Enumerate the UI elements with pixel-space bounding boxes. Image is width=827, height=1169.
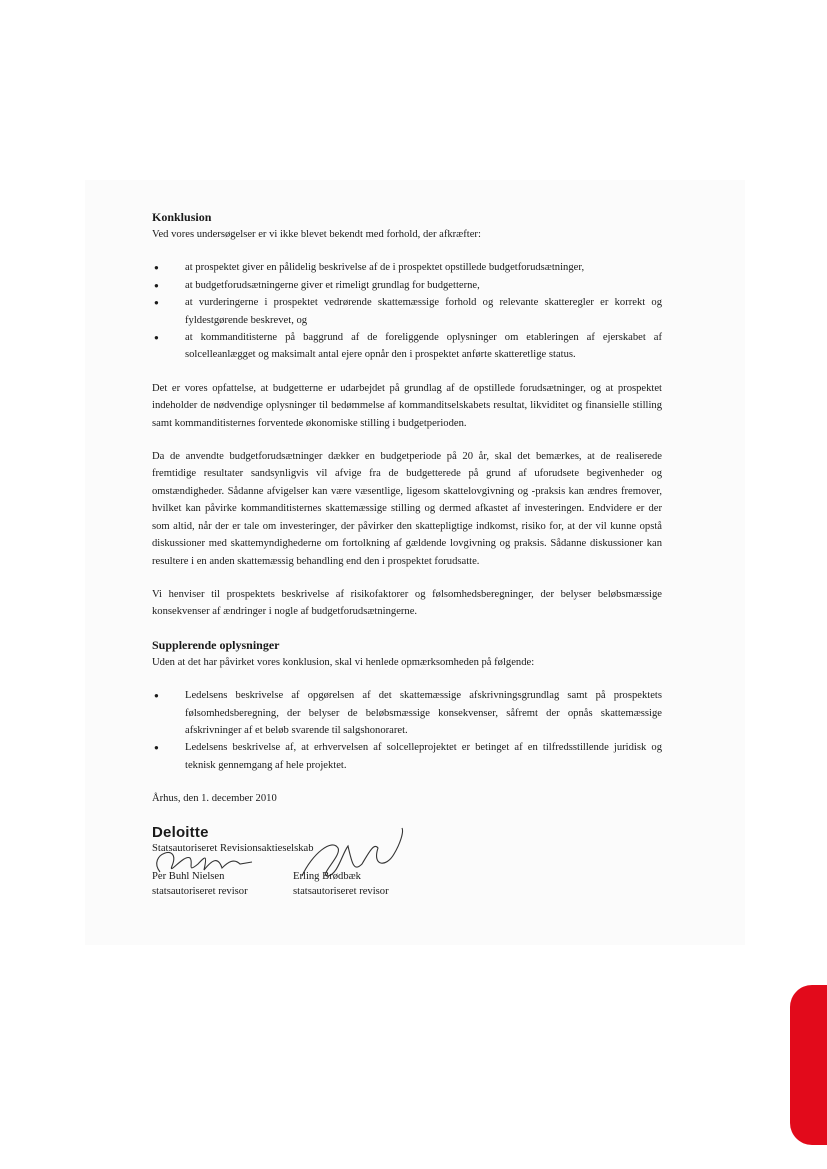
signer-per-buhl-nielsen (152, 869, 248, 899)
bullet-icon: ● (154, 263, 159, 273)
supplementary-intro: Uden at det har påvirket vores konklusion, skal vi henlede opmærksomheden på følgende: (152, 656, 535, 668)
list-item: ● at budgetforudsætningerne giver et rimeligt grundlag for budgetterne, (152, 277, 662, 294)
list-item: ● at vurderingerne i prospektet vedrørende skattemæssige forhold og relevante skatteregler er korrekt og fyldestgørende beskrevet, og (152, 294, 662, 329)
signer-erling-brodbaek (293, 869, 389, 899)
signer-name: Per Buhl Nielsen (152, 871, 225, 882)
bullet-icon: ● (154, 298, 159, 308)
supplementary-heading: Supplerende oplysninger (152, 637, 280, 652)
bullet-icon: ● (154, 280, 159, 290)
bullet-icon: ● (154, 333, 159, 343)
firm-name: Deloitte (152, 824, 209, 841)
signer-title: statsautoriseret revisor (152, 886, 248, 897)
signer-title: statsautoriseret revisor (293, 886, 389, 897)
conclusion-list (152, 259, 662, 363)
supplementary-list (152, 687, 662, 774)
conclusion-intro: Ved vores undersøgelser er vi ikke blevet bekendt med forhold, der afkræfter: (152, 229, 481, 240)
date-line: Århus, den 1. december 2010 (152, 793, 277, 805)
budget-period-paragraph: Da de anvendte budgetforudsætninger dækker en budgetperiode på 20 år, skal det bemærkes, at de realiserede fremtidige resultater sandsynligvis vil afvige fra de budgetterede på grund af uforudsete begivenheder og omstændigheder. Sådanne afvigelser kan være væsentlige, ligesom skattelovgivning og -praksis kan ændres fremover, hvilket kan påvirke kommanditisternes skattemæssige stilling og dermed afkastet af investeringen. Endvidere er der som altid, når der er tale om investeringer, der påvirker den skattepligtige indkomst, risiko for, at der vil kunne opstå diskussioner med skattemyndighederne om fortolkning af gældende lovgivning og praksis. Sådanne diskussioner kan resultere i en anden skattemæssig behandling end den i prospektet forudsatte. (152, 451, 662, 567)
signature-block (152, 824, 472, 904)
conclusion-heading: Konklusion (152, 210, 212, 224)
list-item: ● Ledelsens beskrivelse af opgørelsen af det skattemæssige afskrivningsgrundlag samt på prospektets følsomhedsberegning, der belyser de beløbsmæssige konsekvenser, såfremt der opnås skattemæssige afskrivninger af et beløb svarende til salgshonoraret. (152, 687, 662, 739)
signer-name: Erling Brødbæk (293, 871, 361, 882)
section-tab (790, 985, 827, 1145)
list-item: ● at prospektet giver en pålidelig beskrivelse af de i prospektet opstillede budgetforudsætninger, (152, 259, 662, 276)
list-item: ● Ledelsens beskrivelse af, at erhvervelsen af solcelleprojektet er betinget af en tilfredsstillende juridisk og teknisk gennemgang af hele projektet. (152, 739, 662, 774)
firm-subtitle: Statsautoriseret Revisionsaktieselskab (152, 843, 314, 854)
bullet-icon: ● (154, 691, 159, 701)
document-body (152, 209, 662, 808)
bullet-icon: ● (154, 743, 159, 753)
list-item: ● at kommanditisterne på baggrund af de foreliggende oplysninger om etableringen af ejerskabet af solcelleanlægget og maksimalt antal ejere opnår den i prospektet anførte skatteretlige status. (152, 329, 662, 364)
opinion-paragraph: Det er vores opfattelse, at budgetterne er udarbejdet på grundlag af de opstillede forudsætninger, og at prospektet indeholder de nødvendige oplysninger til bedømmelse af kommanditselskabets resultat, likviditet og finansielle stilling samt kommanditisternes forventede økonomiske stilling i budgetperioden. (152, 382, 662, 429)
risk-reference-paragraph: Vi henviser til prospektets beskrivelse af risikofaktorer og følsomhedsberegninger, der belyser beløbsmæssige konsekvenser af ændringer i nogle af budgetforudsætningerne. (152, 588, 662, 618)
